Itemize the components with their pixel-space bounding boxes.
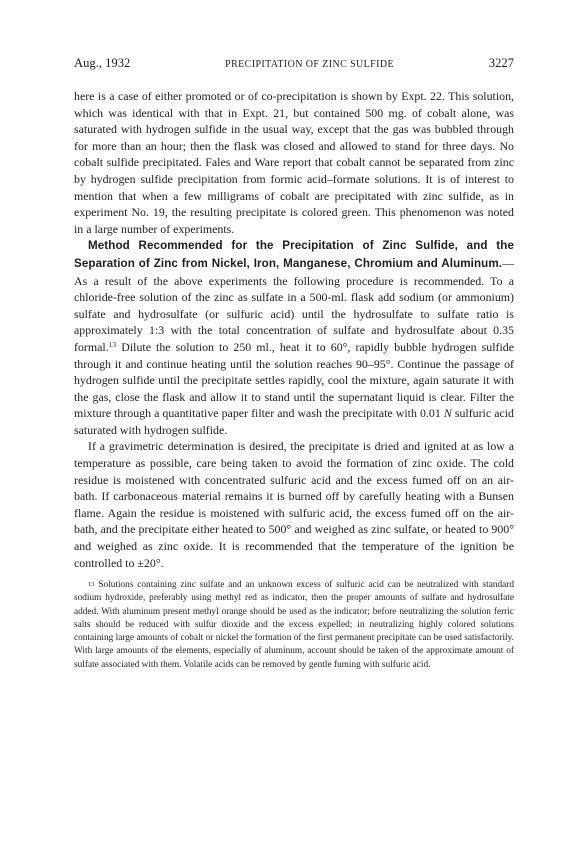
normality-symbol: N: [443, 406, 452, 421]
method-text-c: sulfuric acid saturated with hydrogen sulfide.: [74, 406, 515, 437]
paragraph-cobalt: here is a case of either promoted or of co-precipitation is shown by Expt. 22. This solution, which was identical with that in Expt. 21, but contained 500 mg. of cobalt alone, was saturated with hydrogen sulfide in the usual way, except that the gas was bubbled through for more than an hour; then the flask was closed and allowed to stand for three days. No cobalt sulfide precipitated. Fales and Ware report that cobalt cannot be separated from zinc by hydrogen sulfide precipitation from formic acid–formate solutions. It is of interest to mention that when a few milligrams of cobalt are precipitated with zinc sulfide, as in experiment No. 19, the resulting precipitate is colored green. This phenomenon was noted in a large number of experiments.: [74, 89, 514, 236]
footnote-mark: 13: [88, 581, 95, 589]
footnote-reference: 13: [108, 339, 117, 349]
method-text-b: Dilute the solution to 250 ml., heat it to 60°, rapidly bubble hydrogen sulfide through it and continue heating until the solution reaches 90–95°. Continue the passage of hydrogen sulfide until the precipitate settles rapidly, cool the mixture, again saturate it with the gas, close the flask and allow it to stand until the supernatant liquid is clear. Filter the mixture through a quantitative paper filter and wash the precipitate with 0.01: [74, 339, 514, 421]
paragraph-gravimetric: If a gravimetric determination is desired, the precipitate is dried and ignited at as low a temperature as possible, care being taken to avoid the formation of zinc oxide. The cold residue is moistened with concentrated sulfuric acid and the excess fumed off on an air-bath. If carbonaceous material remains it is burned off by carefully heating with a Bunsen flame. Again the residue is moistened with sulfuric acid, the excess fumed off on the air-bath, and the precipitate either heated to 500° and weighed as zinc sulfate, or heated to 900° and weighed as zinc oxide. It is recommended that the temperature of the ignition be controlled to ±20°.: [74, 439, 514, 570]
footnote-text: Solutions containing zinc sulfate and an unknown excess of sulfuric acid can be neutralized with standard sodium hydroxide, preferably using methyl red as indicator, then the proper amounts of sulfate and hydrosulfate added. With aluminum present methyl orange should be used as the indicator; before neutralizing the solution ferric salts should be reduced with sulfur dioxide and the excess expelled; in neutralizing highly colored solutions containing large amounts of cobalt or nickel the formation of the first permanent precipitate can be used satisfactorily. With large amounts of the elements, especially of aluminum, account should be taken of the approximate amount of sulfate associated with them. Volatile acids can be removed by gentle fuming with sulfuric acid.: [74, 580, 514, 670]
journal-page: [74, 56, 514, 672]
page-number: 3227: [488, 56, 514, 70]
method-text-a: —As a result of the above experiments the following procedure is recommended. To a chloride-free solution of the zinc as sulfate in a 500-ml. flask add sodium (or ammonium) sulfate and hydrosulfate (or sulfuric acid) until the hydrosulfate to sulfate ratio is approximately 1:3 with the total concentration of sulfate and hydrosulfate about 0.35 formal.: [74, 255, 514, 354]
body-text: [74, 88, 514, 571]
method-heading: Method Recommended for the Precipitation of Zinc Sulfide, and the Separation of Zinc from Nickel, Iron, Manganese, Chromium and Aluminum.: [74, 239, 514, 270]
paragraph-method: [74, 237, 514, 438]
footnote-13: [74, 579, 514, 672]
running-head: [74, 56, 514, 74]
header-title: PRECIPITATION OF ZINC SULFIDE: [225, 59, 394, 70]
footnote: [74, 579, 514, 672]
header-date: Aug., 1932: [74, 56, 131, 70]
